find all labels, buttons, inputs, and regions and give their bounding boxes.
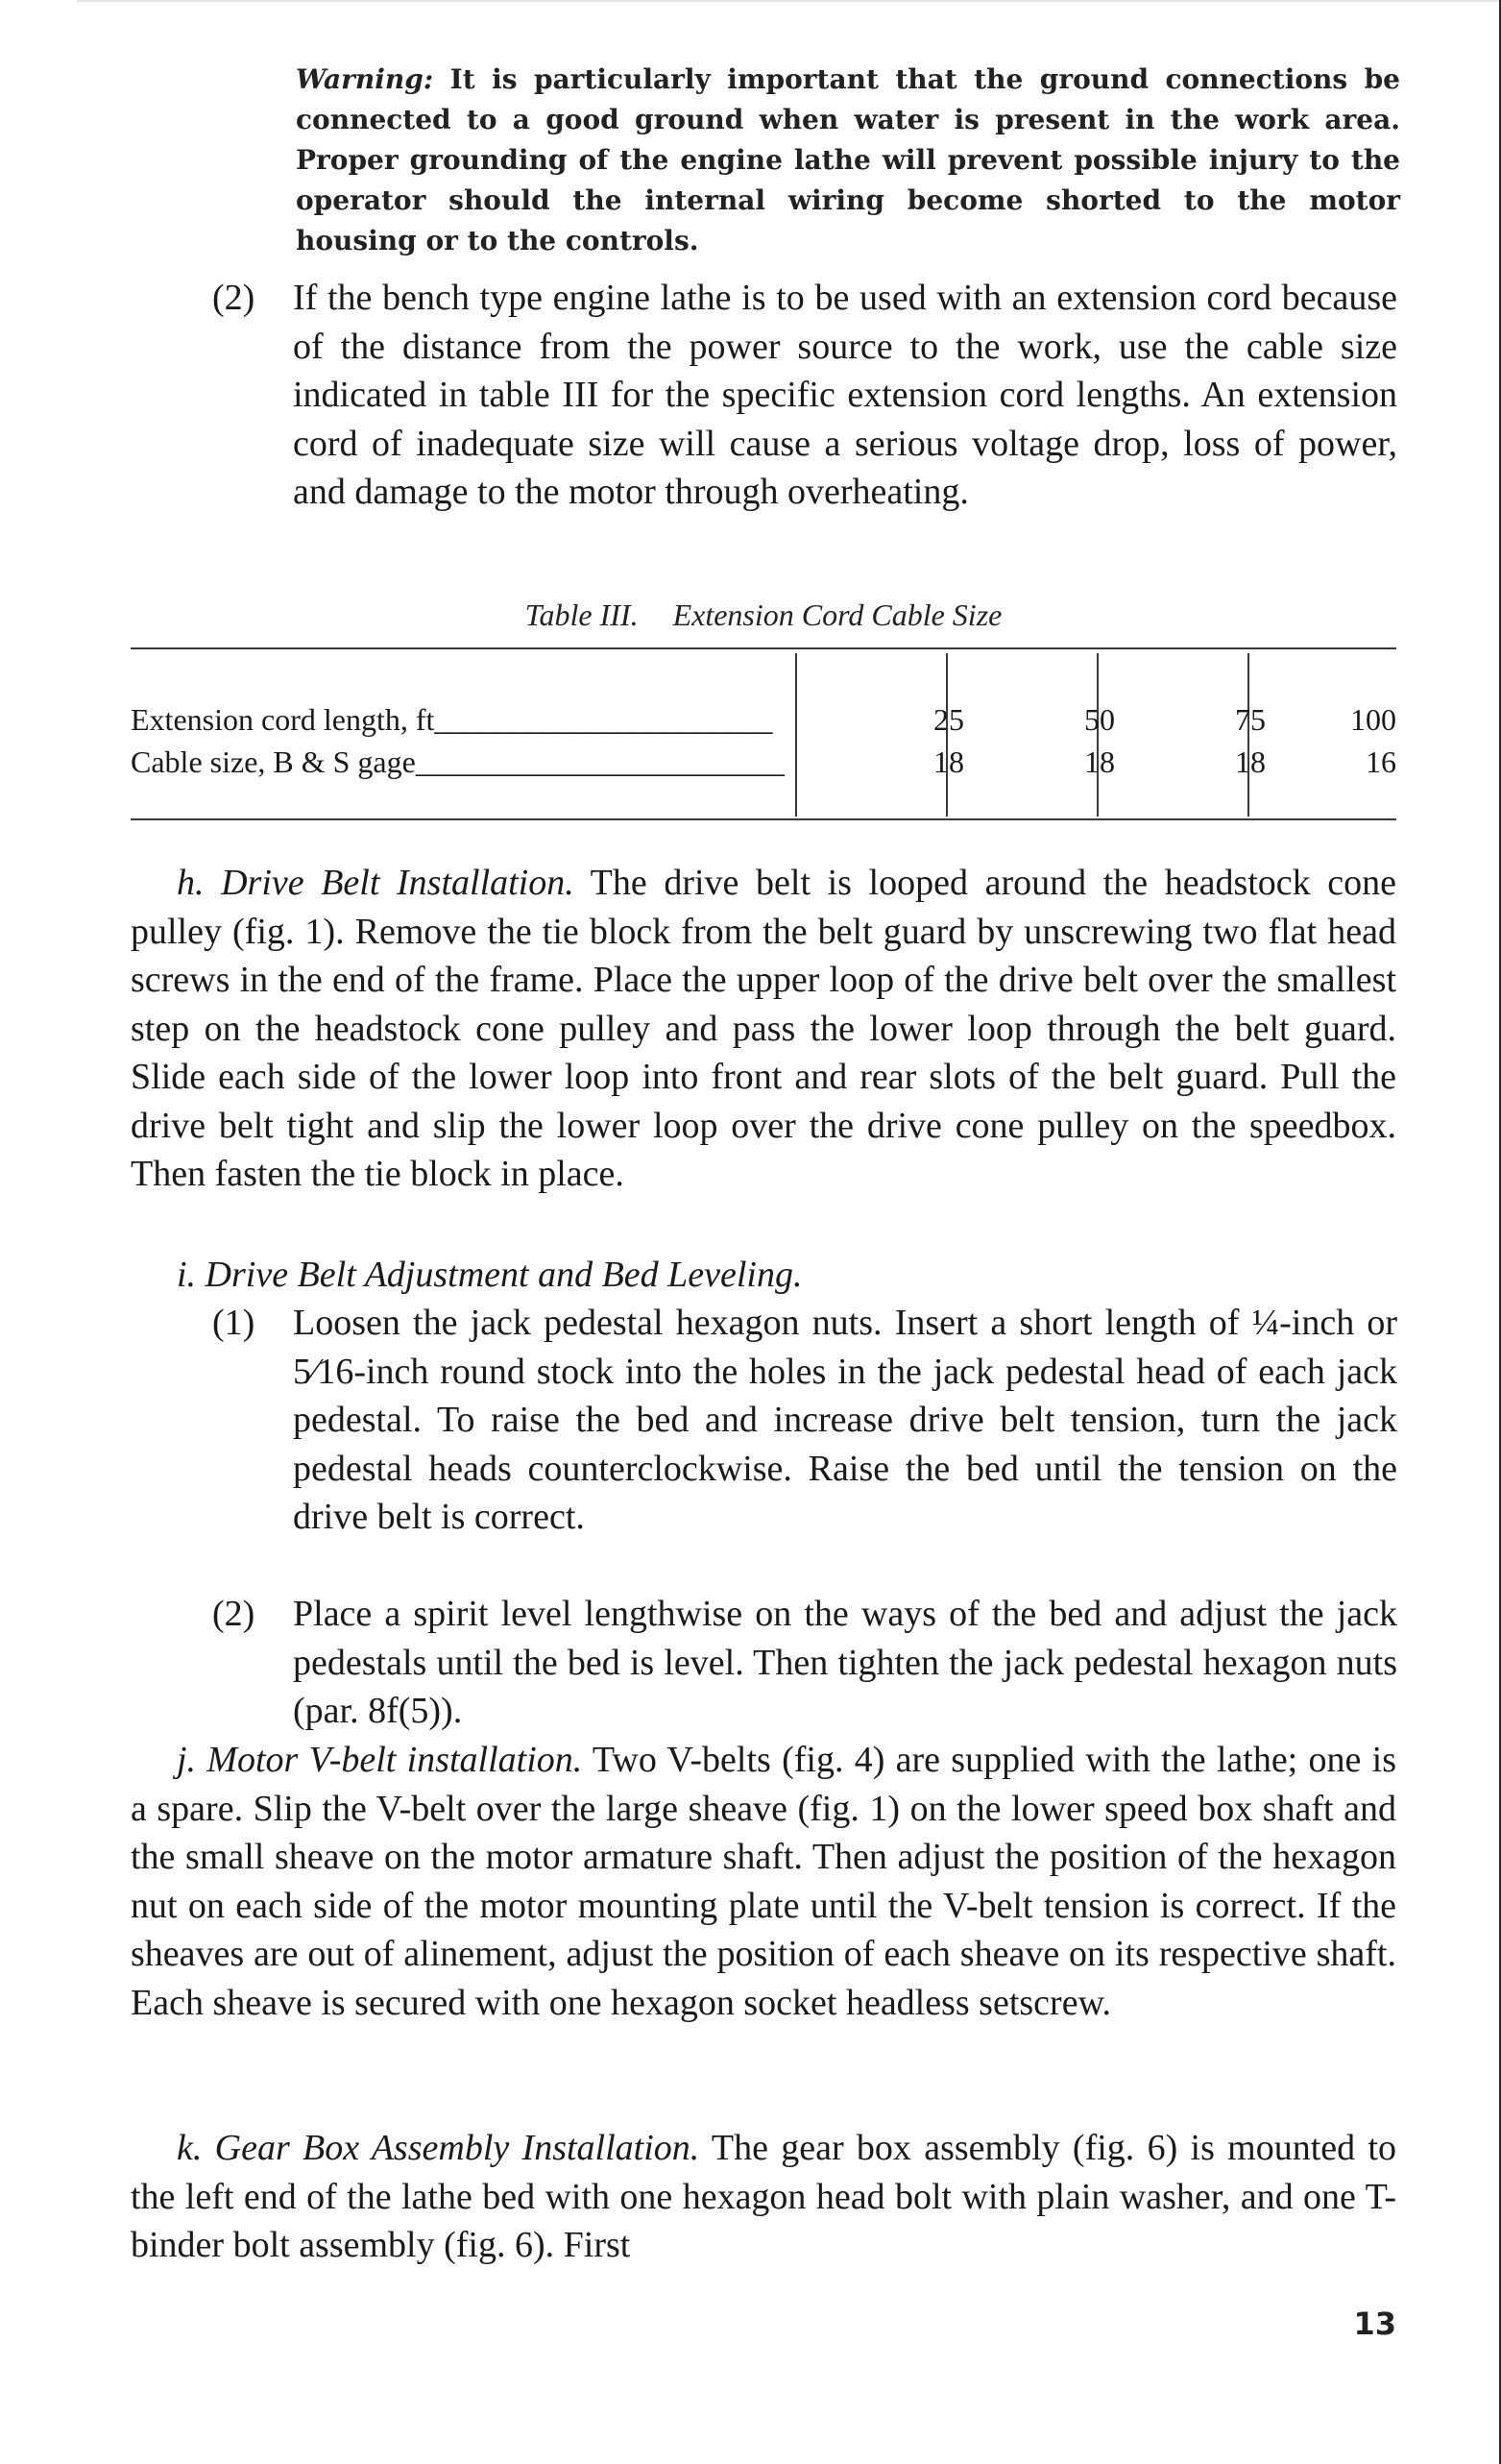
paragraph-i1 — [212, 1299, 1398, 1542]
paragraph-i — [131, 1251, 1396, 1300]
paragraph-text: Two V-belts (fig. 4) are supplied with the lathe; one is a spare. Slip the V-belt over the large sheave (fig. 1) on the lower speed box shaft and the small sheave on the motor armature shaft. Then adjust the position of the hexagon nut on each side of the motor mounting plate until the V-belt tension is correct. If the sheaves are out of alinement, adjust the position of each sheave on its respective shaft. Each sheave is secured with one hexagon socket headless setscrew. — [131, 1740, 1396, 2023]
section-heading: j. Motor V-belt installation. — [177, 1740, 583, 1780]
section-heading: i. Drive Belt Adjustment and Bed Leveling. — [177, 1255, 803, 1295]
table-cell: 18 — [933, 744, 964, 779]
table-row — [131, 697, 1396, 742]
table-cell: 25 — [933, 702, 964, 737]
page-number: 13 — [1353, 2305, 1396, 2342]
table-caption-number: Table III. — [524, 598, 639, 632]
paragraph-i2 — [212, 1590, 1397, 1736]
warning-note — [296, 60, 1400, 261]
table-caption-title: Extension Cord Cable Size — [672, 598, 1003, 632]
table-cell: 16 — [1366, 744, 1396, 779]
table-caption — [131, 594, 1396, 636]
fraction-five-sixteenths-inch: 5⁄16-inch — [293, 1351, 429, 1392]
table-cell: 100 — [1350, 702, 1396, 737]
item-number: (1) — [212, 1303, 255, 1343]
paragraph-text: or — [1367, 1303, 1398, 1343]
table-bottom-rule — [131, 818, 1396, 820]
paragraph-text: round stock into the holes in the jack pedestal head of each jack pedestal. To raise the bed and increase drive belt tension, turn the jack pedestal heads counterclockwise. Raise the bed until the tension on the drive belt is correct. — [293, 1351, 1398, 1537]
paragraph-k — [131, 2124, 1396, 2270]
table-top-rule — [131, 647, 1396, 649]
item-number: (2) — [212, 1594, 255, 1634]
warning-label: Warning: — [296, 63, 434, 95]
table-cell: 75 — [1235, 702, 1266, 737]
warning-text: It is particularly important that the ground connections be connected to a good ground when water is present in the work area. Proper grounding of the engine lathe will prevent possible injury to the operator should the internal wiring become shorted to the motor housing or to the controls. — [296, 63, 1400, 256]
section-heading: k. Gear Box Assembly Installation. — [177, 2128, 700, 2168]
table-cell: 50 — [1084, 702, 1115, 737]
paragraph-j — [131, 1736, 1396, 2027]
fraction-quarter-inch: ¼-inch — [1251, 1303, 1355, 1343]
table-cell: 18 — [1084, 744, 1115, 779]
paragraph-text: The gear box assembly (fig. 6) is mounted to the left end of the lathe bed with one hexagon head bolt with plain washer, and one T-binder bolt assembly (fig. 6). First — [131, 2128, 1396, 2265]
row-label: Cable size, B & S gage________________________ — [131, 744, 785, 779]
item-number: (2) — [212, 278, 255, 318]
paragraph-text: Place a spirit level lengthwise on the ways of the bed and adjust the jack pedestals until the bed is level. Then tighten the jack pedestal hexagon nuts (par. 8f(5)). — [293, 1594, 1397, 1731]
paragraph-text: Loosen the jack pedestal hexagon nuts. Insert a short length of — [293, 1303, 1240, 1343]
table-cell: 18 — [1235, 744, 1266, 779]
paragraph-text: The drive belt is looped around the headstock cone pulley (fig. 1). Remove the tie block from the belt guard by unscrewing two flat head screws in the end of the frame. Place the upper loop of the drive belt over the smallest step on the headstock cone pulley and pass the lower loop through the belt guard. Slide each side of the lower loop into front and rear slots of the belt guard. Pull the drive belt tight and slip the lower loop over the drive cone pulley on the speedbox. Then fasten the tie block in place. — [131, 863, 1396, 1194]
paragraph-text: If the bench type engine lathe is to be used with an extension cord because of the distance from the power source to the work, use the cable size indicated in table III for the specific extension cord lengths. An extension cord of inadequate size will cause a serious voltage drop, loss of power, and damage to the motor through overheating. — [293, 278, 1397, 512]
row-label: Extension cord length, ft______________________ — [131, 702, 773, 737]
page-edge-top — [77, 0, 1501, 2]
section-heading: h. Drive Belt Installation. — [177, 863, 574, 903]
table-row — [131, 740, 1396, 784]
paragraph-h — [131, 859, 1396, 1199]
paragraph-g2 — [212, 274, 1397, 517]
